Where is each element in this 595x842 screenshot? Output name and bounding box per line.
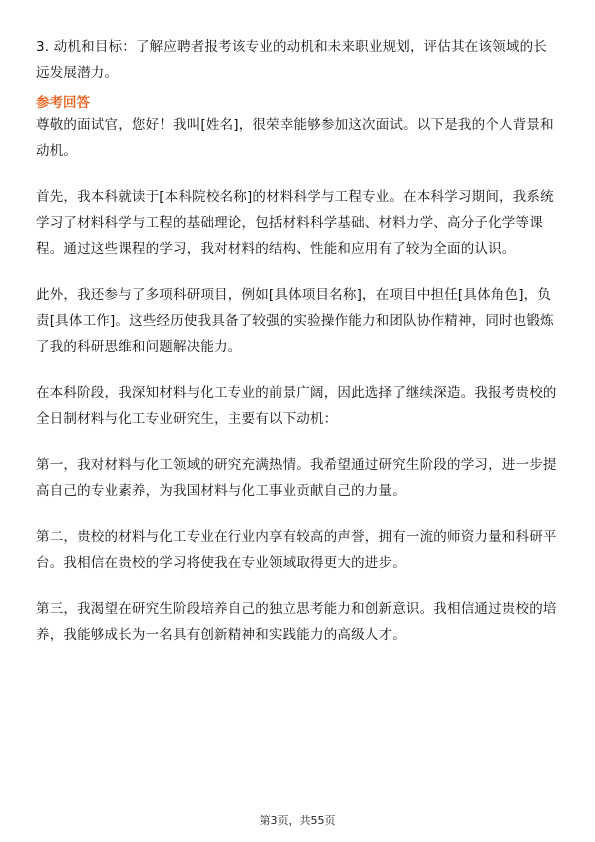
- answer-paragraph-first-reason: 第一，我对材料与化工领域的研究充满热情。我希望通过研究生阶段的学习，进一步提高自己的专业素养，为我国材料与化工事业贡献自己的力量。: [36, 457, 557, 499]
- answer-paragraph-second-reason: 第二，贵校的材料与化工专业在行业内享有较高的声誉，拥有一流的师资力量和科研平台。我相信在贵校的学习将使我在专业领域取得更大的进步。: [36, 529, 557, 571]
- answer-paragraph-research: 此外，我还参与了多项科研项目，例如[具体项目名称]，在项目中担任[具体角色]，负责[具体工作]。这些经历使我具备了较强的实验操作能力和团队协作精神，同时也锻炼了我的科研思维和问题解决能力。: [36, 287, 554, 355]
- page-number-footer: 第3页，共55页: [259, 814, 336, 827]
- answer-paragraph-greeting: 尊敬的面试官，您好！我叫[姓名]，很荣幸能够参加这次面试。以下是我的个人背景和动机。: [36, 117, 554, 159]
- question-text: 3. 动机和目标：了解应聘者报考该专业的动机和未来职业规划，评估其在该领域的长远发展潜力。: [36, 39, 547, 81]
- answer-paragraph-background: 首先，我本科就读于[本科院校名称]的材料科学与工程专业。在本科学习期间，我系统学习了材料科学与工程的基础理论，包括材料科学基础、材料力学、高分子化学等课程。通过这些课程的学习，我对材料的结构、性能和应用有了较为全面的认识。: [36, 189, 554, 257]
- answer-paragraph-motivation-intro: 在本科阶段，我深知材料与化工专业的前景广阔，因此选择了继续深造。我报考贵校的全日制材料与化工专业研究生，主要有以下动机：: [36, 385, 557, 427]
- answer-heading: 参考回答: [36, 95, 90, 111]
- answer-paragraph-third-reason: 第三，我渴望在研究生阶段培养自己的独立思考能力和创新意识。我相信通过贵校的培养，我能够成长为一名具有创新精神和实践能力的高级人才。: [36, 601, 557, 643]
- document-content: [36, 34, 558, 668]
